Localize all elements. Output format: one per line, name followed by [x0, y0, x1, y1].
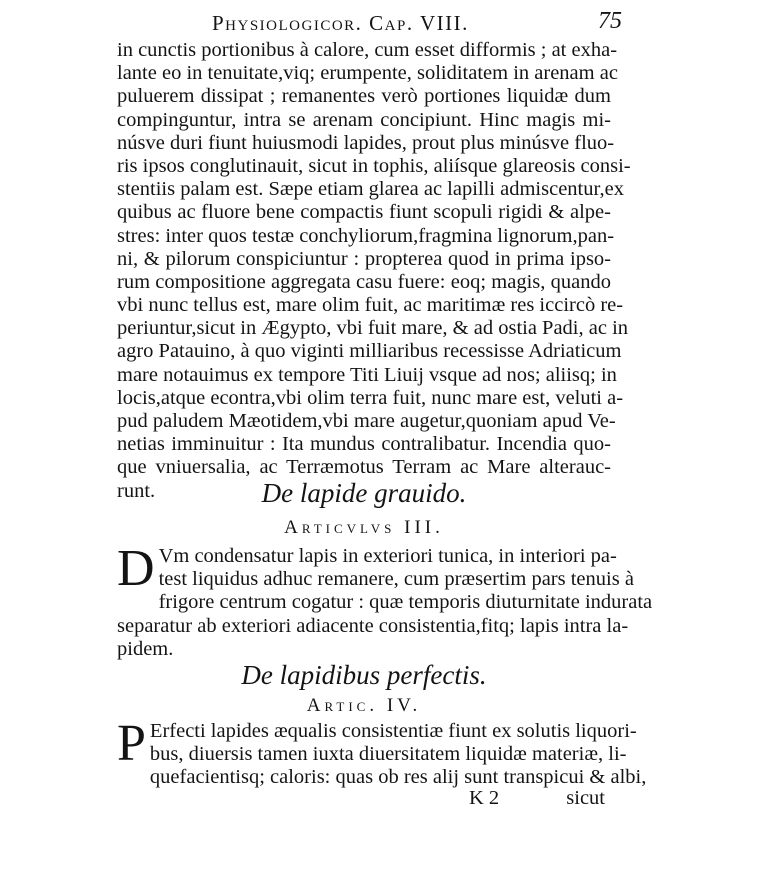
article-paragraph [117, 540, 653, 661]
text-line: stres: inter quos testæ conchyliorum,fragmina lignorum,pan- [117, 224, 615, 247]
running-head [212, 8, 630, 38]
text-line: ni, & pilorum conspiciuntur : propterea quod in prima ipso- [117, 247, 611, 270]
drop-capital: P [117, 715, 146, 772]
page-footer [117, 787, 611, 811]
text-line: núsve duri fiunt huiusmodi lapides, prout plus minúsve fluo- [117, 131, 615, 154]
text-line: puluerem dissipat ; remanentes verò portiones liquidæ dum [117, 85, 611, 108]
text-line: ris ipsos conglutinauit, sicut in tophis, aliísque glareosis consi- [117, 154, 631, 177]
text-line: in cunctis portionibus à calore, cum esset difformis ; at exha- [117, 39, 618, 61]
running-title: Physiologicor. Cap. VIII. [212, 11, 469, 35]
catchword: sicut [566, 787, 605, 809]
body-paragraph [117, 39, 631, 503]
text-line: runt. [117, 479, 156, 502]
text-line: rum compositione aggregata casu fuere: eoq; magis, quando [117, 270, 611, 293]
article-heading: Artic. IV. [306, 695, 422, 716]
section-heading: De lapidibus perfectis. [241, 660, 487, 690]
text-line: que vniuersalia, ac Terræmotus Terram ac Mare alterauc- [117, 456, 611, 479]
drop-capital: D [117, 540, 155, 597]
text-line: Erfecti lapides æqualis consistentiæ fiunt ex solutis liquori- [149, 720, 637, 742]
text-line: separatur ab exteriori adiacente consistentia,fitq; lapis intra la- [117, 614, 629, 637]
text-line: test liquidus adhuc remanere, cum præsertim pars tenuis à [158, 568, 634, 591]
text-line: pud paludem Mæotidem,vbi mare augetur,quoniam apud Ve- [117, 410, 616, 432]
text-line: stentiis palam est. Sæpe etiam glarea ac lapilli admiscentur,ex [117, 178, 624, 201]
article-paragraph [117, 715, 647, 790]
text-line: Vm condensatur lapis in exteriori tunica, in interiori pa- [158, 545, 617, 567]
text-line: compinguntur, intra se arenam concipiunt. Hinc magis mi- [117, 108, 611, 131]
text-line: pidem. [117, 637, 174, 660]
text-line: agro Patauino, à quo viginti milliaribus recessisse Adriaticum [117, 340, 622, 363]
article-heading: Articvlvs III. [284, 517, 444, 538]
page-number: 75 [598, 8, 622, 34]
text-line: bus, diuersis tamen iuxta diuersitatem liquidæ materiæ, li- [149, 743, 627, 766]
signature-mark: K 2 [469, 787, 500, 809]
text-line: vbi nunc tellus est, mare olim fuit, ac maritimæ res iccircò re- [117, 294, 624, 317]
text-line: periuntur,sicut in Ægypto, vbi fuit mare, & ad ostia Padi, ac in [117, 317, 629, 340]
text-line: netias imminuitur : Ita mundus contralibatur. Incendia quo- [117, 433, 611, 456]
text-line: locis,atque econtra,vbi olim terra fuit, nunc mare est, veluti a- [117, 386, 624, 409]
text-line: frigore centrum cogatur : quæ temporis diuturnitate indurata [158, 591, 653, 614]
text-line: mare notauimus ex tempore Titi Liuij vsque ad nos; aliisq; in [117, 363, 617, 386]
text-line: quibus ac fluore bene compactis fiunt scopuli rigidi & alpe- [117, 201, 611, 224]
section-heading: De lapide grauido. [261, 478, 467, 508]
text-line: lante eo in tenuitate,viq; erumpente, soliditatem in arenam ac [117, 62, 618, 85]
text-line: quefacientisq; caloris: quas ob res alij sunt transpicui & albi, [149, 766, 647, 789]
